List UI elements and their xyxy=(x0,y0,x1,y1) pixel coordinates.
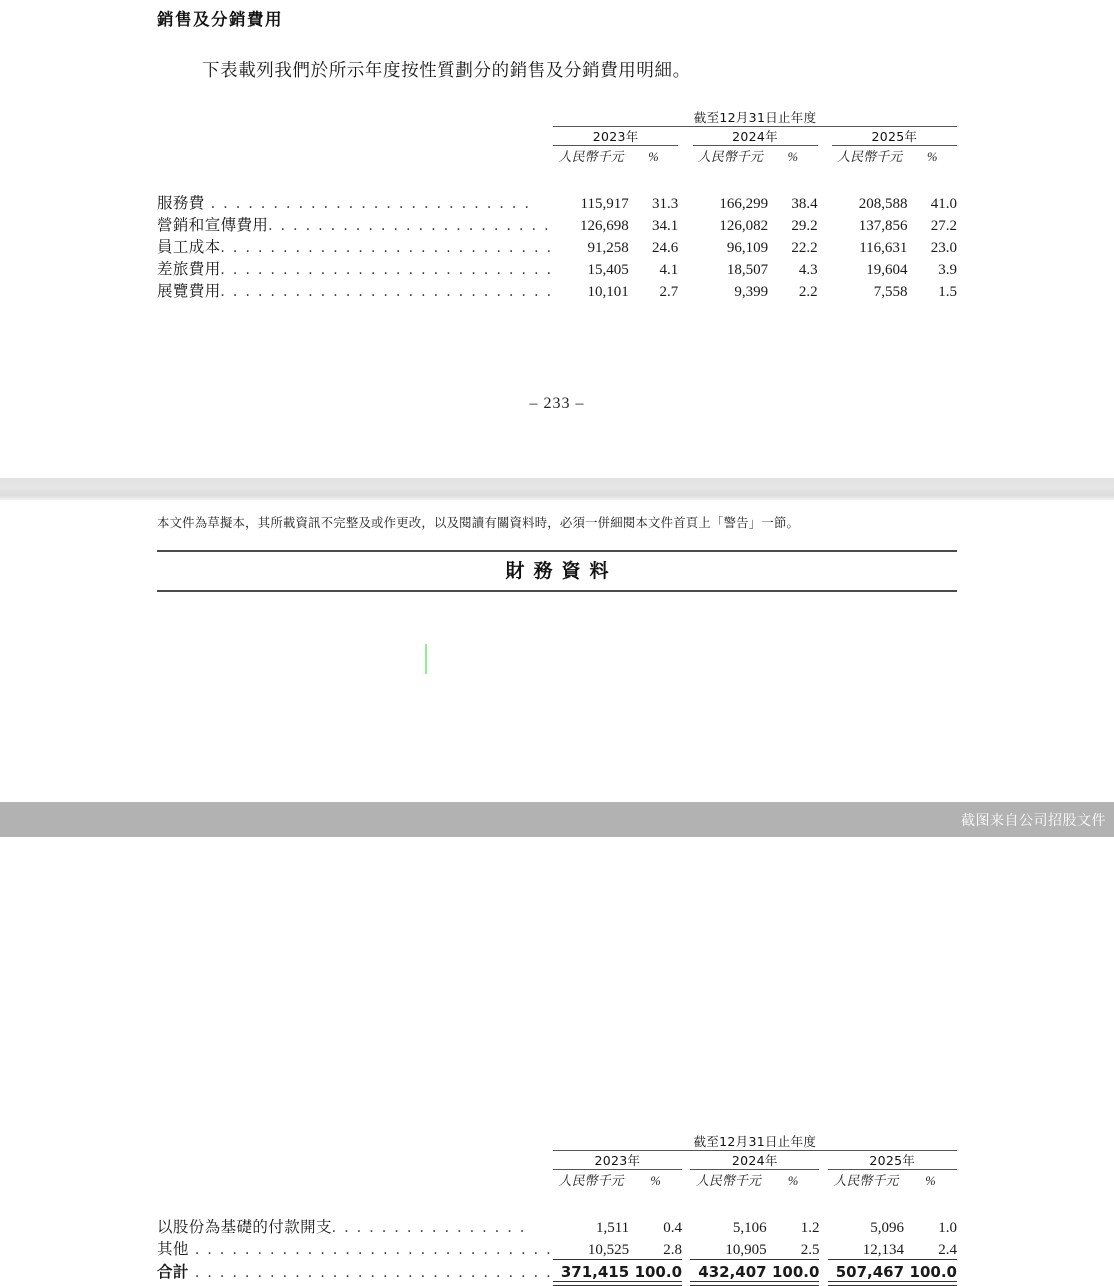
cell-2023-amount: 126,698 xyxy=(580,218,629,234)
cell-2023-percent: 2.8 xyxy=(663,1241,683,1258)
text-cursor-caret xyxy=(425,644,427,674)
leader-dots: . . . . . . . . . . . . . . . . . . . . . . . . . . . xyxy=(220,261,554,278)
spacer-cell xyxy=(157,108,553,126)
header-year-2024: 2024年 xyxy=(731,1153,778,1168)
double-rule-2024-percent xyxy=(767,1282,820,1286)
table-row xyxy=(157,279,957,301)
spacer-cell xyxy=(678,257,692,279)
spacer-cell xyxy=(818,191,832,213)
cell-2024-percent: 38.4 xyxy=(791,196,818,212)
cell-2024-amount: 9,399 xyxy=(734,284,769,300)
row-label-text: 服務費 xyxy=(157,195,205,212)
total-2024-amount: 432,407 xyxy=(698,1263,767,1281)
spacer-cell xyxy=(819,1282,827,1286)
cell-2025-amount: 208,588 xyxy=(858,196,908,212)
table-row xyxy=(157,213,957,235)
selling-distribution-expenses-table xyxy=(157,108,957,301)
spacer-cell xyxy=(818,146,832,166)
cell-2024-percent: 4.3 xyxy=(798,262,818,278)
spacer-cell xyxy=(818,235,832,257)
header-period-label: 截至12月31日止年度 xyxy=(693,110,817,125)
leader-dots: . . . . . . . . . . . . . . . . . . . . . . . . . . . xyxy=(220,239,554,256)
cell-2024-percent: 2.2 xyxy=(798,284,818,300)
cell-2024-amount: 5,106 xyxy=(732,1220,767,1236)
cell-2023-amount: 10,101 xyxy=(587,284,629,300)
cell-2025-percent: 3.9 xyxy=(938,262,957,278)
header-year-2023: 2023年 xyxy=(592,129,639,144)
cell-2023-percent: 31.3 xyxy=(651,196,679,212)
table-header-unit-row xyxy=(157,146,957,166)
spacer-cell xyxy=(682,1237,690,1259)
row-label-text: 合計 xyxy=(157,1263,189,1281)
header-unit-2025: 人民幣千元 xyxy=(833,1173,899,1188)
table-header-year-row xyxy=(157,1151,957,1170)
double-rule-2025-percent xyxy=(904,1282,957,1286)
double-rule-2023-percent xyxy=(629,1282,682,1286)
page-title: 銷售及分銷費用 xyxy=(157,10,283,29)
cell-2025-percent: 1.5 xyxy=(938,284,957,300)
cell-2023-amount: 1,511 xyxy=(595,1220,630,1236)
row-label xyxy=(157,279,553,301)
watermark-label: 截图来自公司招股文件 xyxy=(961,813,1106,829)
section-banner-title: 財務資料 xyxy=(505,560,618,582)
cell-2024-percent: 22.2 xyxy=(791,240,818,256)
cell-2025-amount: 12,134 xyxy=(862,1241,905,1258)
leader-dots: . . . . . . . . . . . . . . . . . . . . . . . xyxy=(268,217,551,234)
spacer-cell xyxy=(157,1189,957,1215)
cell-2025-amount: 7,558 xyxy=(873,284,908,300)
cell-2023-amount: 91,258 xyxy=(587,240,629,256)
cell-2023-percent: 34.1 xyxy=(651,218,679,234)
leader-dots: . . . . . . . . . . . . . . . . . . . . . . . . . . . . . xyxy=(188,1241,553,1258)
row-label-text: 以股份為基礎的付款開支 xyxy=(157,1219,332,1236)
financial-information-table xyxy=(157,1132,957,1286)
total-2025-amount: 507,467 xyxy=(835,1263,905,1281)
total-2024-percent: 100.0 xyxy=(772,1263,820,1281)
cell-2025-percent: 23.0 xyxy=(930,240,957,256)
spacer-cell xyxy=(819,1215,827,1237)
cell-2025-amount: 5,096 xyxy=(870,1220,905,1236)
spacer-cell xyxy=(157,1151,553,1170)
intro-paragraph: 下表載列我們於所示年度按性質劃分的銷售及分銷費用明細。 xyxy=(202,60,691,80)
spacer-cell xyxy=(818,213,832,235)
row-label-text: 差旅費用 xyxy=(157,261,221,278)
document-page-bottom xyxy=(0,500,1114,1281)
header-unit-2023: 人民幣千元 xyxy=(558,149,624,164)
total-2023-percent: 100.0 xyxy=(634,1263,683,1281)
spacer-cell xyxy=(819,1260,827,1282)
row-label-text: 展覽費用 xyxy=(157,283,221,300)
spacer-cell xyxy=(678,146,692,166)
header-pct-2024: % xyxy=(787,1174,799,1188)
header-unit-2024: 人民幣千元 xyxy=(697,149,763,164)
row-label xyxy=(157,213,553,235)
spacer-cell xyxy=(819,1237,827,1259)
cell-2025-percent: 27.2 xyxy=(930,218,957,234)
spacer-cell xyxy=(818,279,832,301)
document-page-top xyxy=(0,0,1114,478)
table-row xyxy=(157,191,957,213)
cell-2023-percent: 24.6 xyxy=(651,240,679,256)
spacer-cell xyxy=(157,127,553,146)
row-label-text: 員工成本 xyxy=(157,239,221,256)
spacer-cell xyxy=(682,1282,690,1286)
cell-2024-amount: 126,082 xyxy=(719,218,769,234)
header-pct-2024: % xyxy=(787,150,799,164)
table-row xyxy=(157,235,957,257)
cell-2025-percent: 1.0 xyxy=(938,1220,957,1236)
total-double-rule-row xyxy=(157,1282,957,1286)
header-unit-2023: 人民幣千元 xyxy=(558,1173,624,1188)
table-header-year-row xyxy=(157,127,957,146)
spacer-cell xyxy=(678,127,692,146)
spacer-cell xyxy=(818,257,832,279)
table-total-row xyxy=(157,1260,957,1282)
spacer-cell xyxy=(818,127,832,146)
header-bottom-spacer xyxy=(157,165,957,191)
header-pct-2023: % xyxy=(650,1174,661,1188)
spacer-cell xyxy=(157,165,957,191)
table-header-span-row xyxy=(157,108,957,126)
cell-2023-amount: 15,405 xyxy=(587,262,629,278)
spacer-cell xyxy=(157,1170,553,1190)
row-label xyxy=(157,257,553,279)
spacer-cell xyxy=(157,146,553,166)
section-banner xyxy=(157,550,957,592)
cell-2024-amount: 18,507 xyxy=(726,262,769,278)
cell-2023-percent: 2.7 xyxy=(659,284,679,300)
row-label xyxy=(157,191,553,213)
total-2023-amount: 371,415 xyxy=(560,1263,630,1281)
table-body xyxy=(157,191,957,301)
table-row xyxy=(157,257,957,279)
table-body xyxy=(157,1215,957,1286)
spacer-cell xyxy=(157,1282,553,1286)
draft-disclaimer: 本文件為草擬本，其所載資訊不完整及或作更改，以及閱讀有關資料時，必須一併細閱本文件首頁上「警告」一節。 xyxy=(157,515,800,530)
row-label xyxy=(157,1260,553,1282)
page-separator-band xyxy=(0,478,1114,500)
cell-2024-percent: 29.2 xyxy=(791,218,818,234)
spacer-cell xyxy=(682,1215,690,1237)
row-label xyxy=(157,235,553,257)
row-label xyxy=(157,1215,553,1237)
cell-2024-percent: 1.2 xyxy=(800,1220,820,1236)
cell-2024-amount: 166,299 xyxy=(719,196,769,212)
spacer-cell xyxy=(157,1132,553,1150)
cell-2025-amount: 137,856 xyxy=(858,218,908,234)
leader-dots: . . . . . . . . . . . . . . . . xyxy=(331,1219,527,1236)
cell-2024-amount: 10,905 xyxy=(725,1241,767,1258)
table-header-span-row xyxy=(157,1132,957,1150)
table-row xyxy=(157,1237,957,1259)
spacer-cell xyxy=(682,1151,690,1170)
spacer-cell xyxy=(682,1170,690,1190)
header-pct-2023: % xyxy=(648,150,659,164)
leader-dots: . . . . . . . . . . . . . . . . . . . . . . . . . . . xyxy=(220,283,554,300)
header-unit-2024: 人民幣千元 xyxy=(695,1173,761,1188)
leader-dots: . . . . . . . . . . . . . . . . . . . . . . . . . . xyxy=(204,195,532,212)
spacer-cell xyxy=(678,279,692,301)
watermark-bar xyxy=(0,802,1114,837)
spacer-cell xyxy=(819,1170,827,1190)
header-year-2025: 2025年 xyxy=(869,1153,916,1168)
row-label-text: 其他 xyxy=(157,1241,189,1258)
spacer-cell xyxy=(819,1151,827,1170)
cell-2023-amount: 115,917 xyxy=(580,196,629,212)
cell-2025-percent: 2.4 xyxy=(938,1241,957,1258)
cell-2024-percent: 2.5 xyxy=(800,1241,820,1258)
header-year-2025: 2025年 xyxy=(871,129,918,144)
total-2025-percent: 100.0 xyxy=(909,1263,957,1281)
header-bottom-spacer xyxy=(157,1189,957,1215)
spacer-cell xyxy=(682,1260,690,1282)
header-year-2024: 2024年 xyxy=(732,129,778,144)
cell-2023-percent: 4.1 xyxy=(659,262,679,278)
page-number: – 233 – xyxy=(529,395,585,412)
spacer-cell xyxy=(678,235,692,257)
leader-dots: . . . . . . . . . . . . . . . . . . . . . . . . . . . . . xyxy=(188,1263,553,1281)
double-rule-2025-amount xyxy=(828,1282,904,1286)
double-rule-2024-amount xyxy=(690,1282,766,1286)
double-rule-2023-amount xyxy=(553,1282,629,1286)
header-unit-2025: 人民幣千元 xyxy=(837,149,903,164)
spacer-cell xyxy=(678,213,692,235)
cell-2024-amount: 96,109 xyxy=(726,240,769,256)
row-label-text: 營銷和宣傳費用 xyxy=(157,217,269,234)
header-pct-2025: % xyxy=(927,150,938,164)
cell-2025-amount: 116,631 xyxy=(859,240,908,256)
header-period-label: 截至12月31日止年度 xyxy=(693,1134,817,1149)
header-year-2023: 2023年 xyxy=(594,1153,641,1168)
cell-2025-percent: 41.0 xyxy=(930,196,957,212)
table-header-unit-row xyxy=(157,1170,957,1190)
row-label xyxy=(157,1237,553,1259)
cell-2023-amount: 10,525 xyxy=(587,1241,630,1258)
header-pct-2025: % xyxy=(925,1174,936,1188)
spacer-cell xyxy=(678,191,692,213)
cell-2025-amount: 19,604 xyxy=(866,262,908,278)
table-row xyxy=(157,1215,957,1237)
cell-2023-percent: 0.4 xyxy=(663,1220,683,1236)
